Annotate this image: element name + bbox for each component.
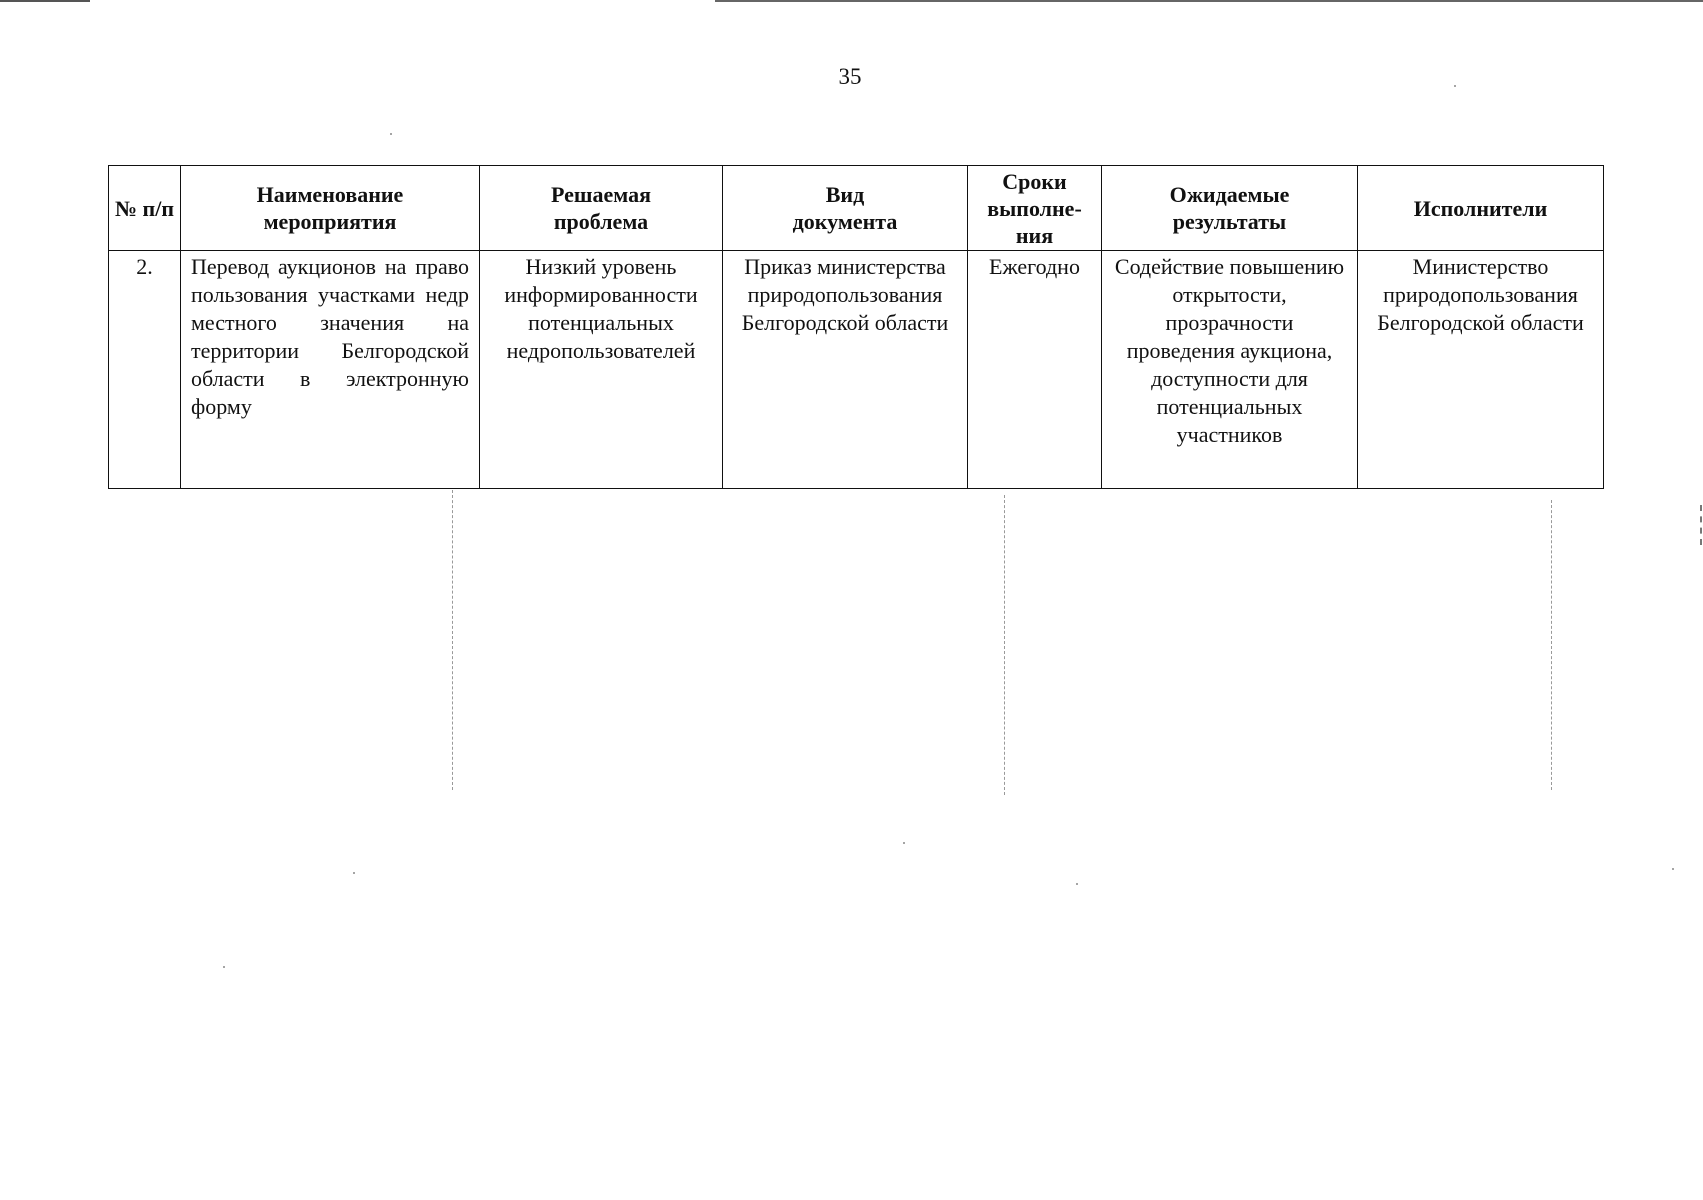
header-measure: Наименование мероприятия: [181, 166, 480, 251]
scan-speck: [390, 133, 392, 135]
table-row: [109, 251, 1604, 489]
header-deadline: Сроки выполне-ния: [968, 166, 1102, 251]
cell-document: Приказ министерства природопользования Белгородской области: [723, 251, 968, 489]
scan-edge-top-left: [0, 0, 90, 2]
cell-deadline: Ежегодно: [968, 251, 1102, 489]
header-num: № п/п: [109, 166, 181, 251]
table-header-row: [109, 166, 1604, 251]
cell-results: Содействие повышению открытости, прозрачности проведения аукциона, доступности для потенциальных участников: [1102, 251, 1358, 489]
scan-trace-line: [1004, 495, 1005, 795]
scan-trace-line: [1551, 500, 1552, 790]
scan-edge-top-right: [715, 0, 1703, 2]
header-results: Ожидаемые результаты: [1102, 166, 1358, 251]
cell-measure: Перевод аукционов на право пользования участками недр местного значения на территории Белгородской области в электронную форму: [181, 251, 480, 489]
header-document: Вид документа: [723, 166, 968, 251]
scan-trace-line: [1700, 505, 1702, 545]
measures-table: [108, 165, 1604, 489]
cell-problem: Низкий уровень информированности потенциальных недропользователей: [480, 251, 723, 489]
scan-speck: [903, 842, 905, 844]
header-problem: Решаемая проблема: [480, 166, 723, 251]
scan-speck: [1454, 85, 1456, 87]
cell-num: 2.: [109, 251, 181, 489]
scan-trace-line: [452, 490, 453, 790]
cell-executors: Министерство природопользования Белгородской области: [1358, 251, 1604, 489]
scan-speck: [1672, 868, 1674, 870]
scan-speck: [1076, 883, 1078, 885]
scan-speck: [223, 966, 225, 968]
page-number: 35: [838, 64, 862, 89]
scan-speck: [353, 872, 355, 874]
header-executors: Исполнители: [1358, 166, 1604, 251]
